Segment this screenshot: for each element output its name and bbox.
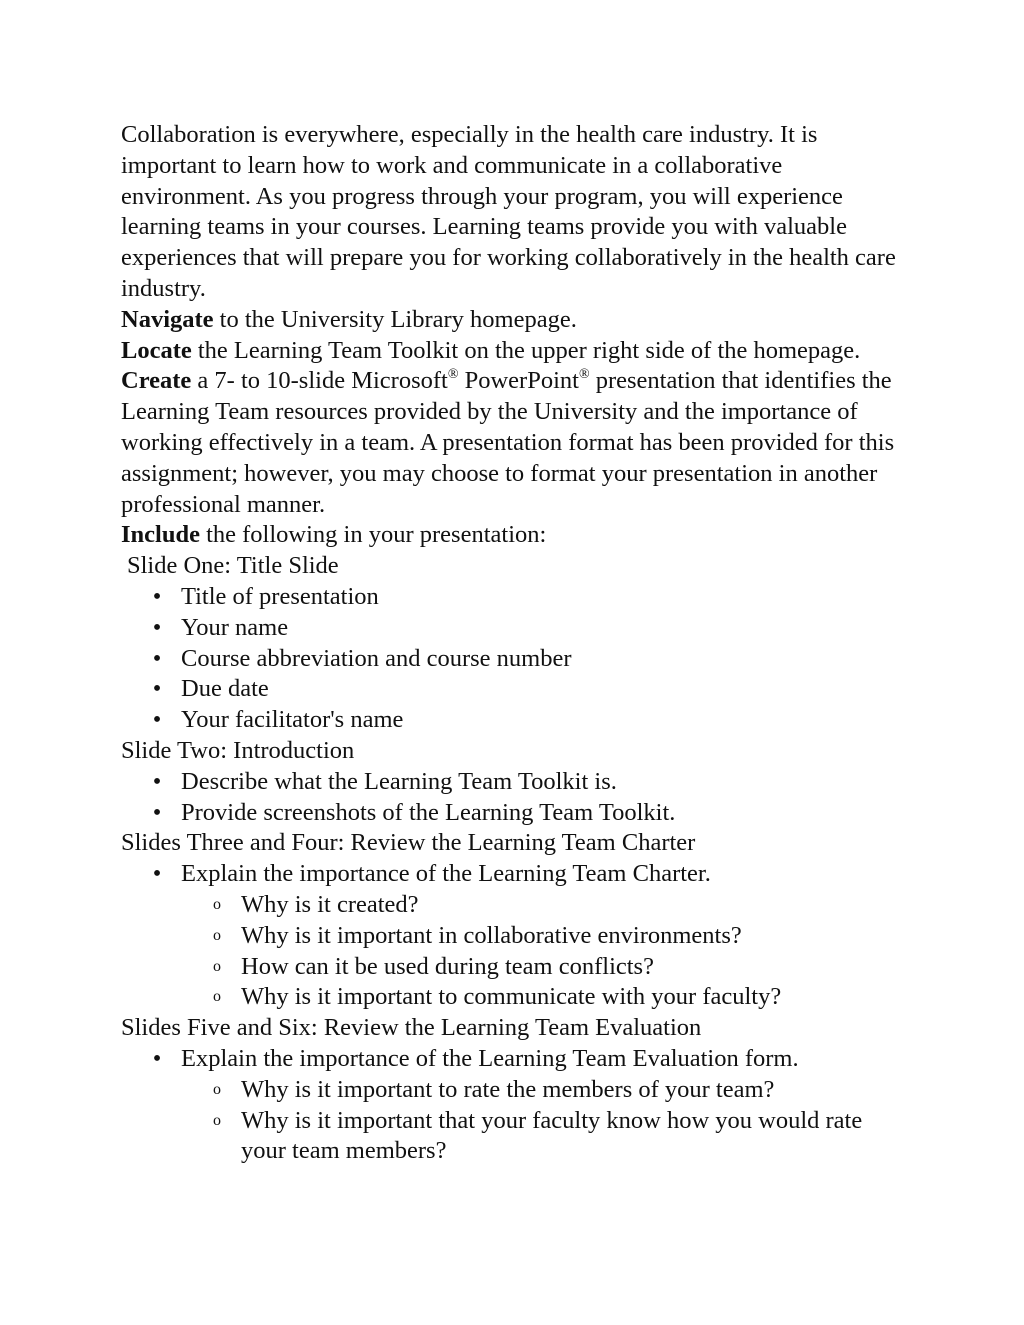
circle-bullet-icon: o xyxy=(213,926,221,944)
create-text-2: PowerPoint xyxy=(458,367,579,395)
circle-bullet-icon: o xyxy=(213,895,221,913)
create-keyword: Create xyxy=(121,367,192,395)
circle-bullet-icon: o xyxy=(213,988,221,1006)
locate-keyword: Locate xyxy=(121,336,192,364)
list-item-text: Your name xyxy=(181,613,289,641)
include-keyword: Include xyxy=(121,521,200,549)
list-item-text: Course abbreviation and course number xyxy=(181,644,572,672)
navigate-instruction xyxy=(121,305,901,336)
sub-list-item-text: Why is it created? xyxy=(241,890,419,918)
list-item-text: Title of presentation xyxy=(181,582,379,610)
list-item xyxy=(121,859,901,890)
list-item-text: Due date xyxy=(181,675,269,703)
slide-one-list xyxy=(121,582,901,736)
circle-bullet-icon: o xyxy=(213,1111,221,1129)
create-instruction xyxy=(121,366,901,520)
list-item xyxy=(121,644,901,675)
slides-five-six-list xyxy=(121,1044,901,1075)
bullet-icon: • xyxy=(152,582,162,610)
locate-text: the Learning Team Toolkit on the upper right side of the homepage. xyxy=(191,336,861,364)
sub-list-item xyxy=(121,982,901,1013)
registered-mark: ® xyxy=(578,367,590,383)
slides-five-six-sublist xyxy=(121,1075,901,1167)
intro-paragraph: Collaboration is everywhere, especially in the health care industry. It is important to learn how to work and communicate in a collaborative environment. As you progress through your program, you will experience learning teams in your courses. Learning teams provide you with valuable experiences that will prepare you for working collaboratively in the health care industry. xyxy=(121,121,896,302)
list-item xyxy=(121,582,901,613)
document-page xyxy=(121,120,901,1167)
slides-five-six-heading: Slides Five and Six: Review the Learning Team Evaluation xyxy=(121,1014,702,1042)
bullet-icon: • xyxy=(152,675,162,703)
list-item xyxy=(121,767,901,798)
slide-two-list xyxy=(121,767,901,829)
list-item xyxy=(121,798,901,829)
list-item xyxy=(121,1044,901,1075)
circle-bullet-icon: o xyxy=(213,957,221,975)
navigate-text: to the University Library homepage. xyxy=(213,305,577,333)
sub-list-item-text: How can it be used during team conflicts? xyxy=(241,952,654,980)
include-text: the following in your presentation: xyxy=(199,521,547,549)
slide-one-heading: Slide One: Title Slide xyxy=(127,552,339,580)
slides-three-four-sublist xyxy=(121,890,901,1013)
include-instruction xyxy=(121,520,901,551)
list-item-text: Explain the importance of the Learning Team Evaluation form. xyxy=(181,1044,799,1072)
bullet-icon: • xyxy=(152,644,162,672)
slide-two-heading: Slide Two: Introduction xyxy=(121,736,355,764)
create-text-3: presentation that identifies the Learning Team resources provided by the University and the importance of working effectively in a team. A presentation format has been provided for this assignment; however, you may choose to format your presentation in another professional manner. xyxy=(121,367,895,518)
bullet-icon: • xyxy=(152,767,162,795)
list-item-text: Describe what the Learning Team Toolkit is. xyxy=(181,767,617,795)
list-item-text: Provide screenshots of the Learning Team Toolkit. xyxy=(181,798,676,826)
sub-list-item xyxy=(121,921,901,952)
bullet-icon: • xyxy=(152,706,162,734)
sub-list-item-text: Why is it important to communicate with your faculty? xyxy=(241,983,782,1011)
list-item xyxy=(121,674,901,705)
bullet-icon: • xyxy=(152,798,162,826)
slides-three-four-list xyxy=(121,859,901,890)
sub-list-item-text: Why is it important to rate the members of your team? xyxy=(241,1075,775,1103)
bullet-icon: • xyxy=(152,860,162,888)
sub-list-item-text: Why is it important that your faculty know how you would rate your team members? xyxy=(241,1106,863,1165)
locate-instruction xyxy=(121,336,901,367)
list-item-text: Explain the importance of the Learning Team Charter. xyxy=(181,860,711,888)
list-item xyxy=(121,613,901,644)
bullet-icon: • xyxy=(152,1044,162,1072)
slides-three-four-heading: Slides Three and Four: Review the Learning Team Charter xyxy=(121,829,696,857)
create-text-1: a 7- to 10-slide Microsoft xyxy=(191,367,448,395)
navigate-keyword: Navigate xyxy=(121,305,214,333)
sub-list-item xyxy=(121,952,901,983)
sub-list-item-text: Why is it important in collaborative environments? xyxy=(241,921,742,949)
list-item-text: Your facilitator's name xyxy=(181,706,404,734)
sub-list-item xyxy=(121,1075,901,1106)
list-item xyxy=(121,705,901,736)
circle-bullet-icon: o xyxy=(213,1080,221,1098)
sub-list-item xyxy=(121,1106,901,1168)
registered-mark: ® xyxy=(447,367,459,383)
sub-list-item xyxy=(121,890,901,921)
bullet-icon: • xyxy=(152,613,162,641)
